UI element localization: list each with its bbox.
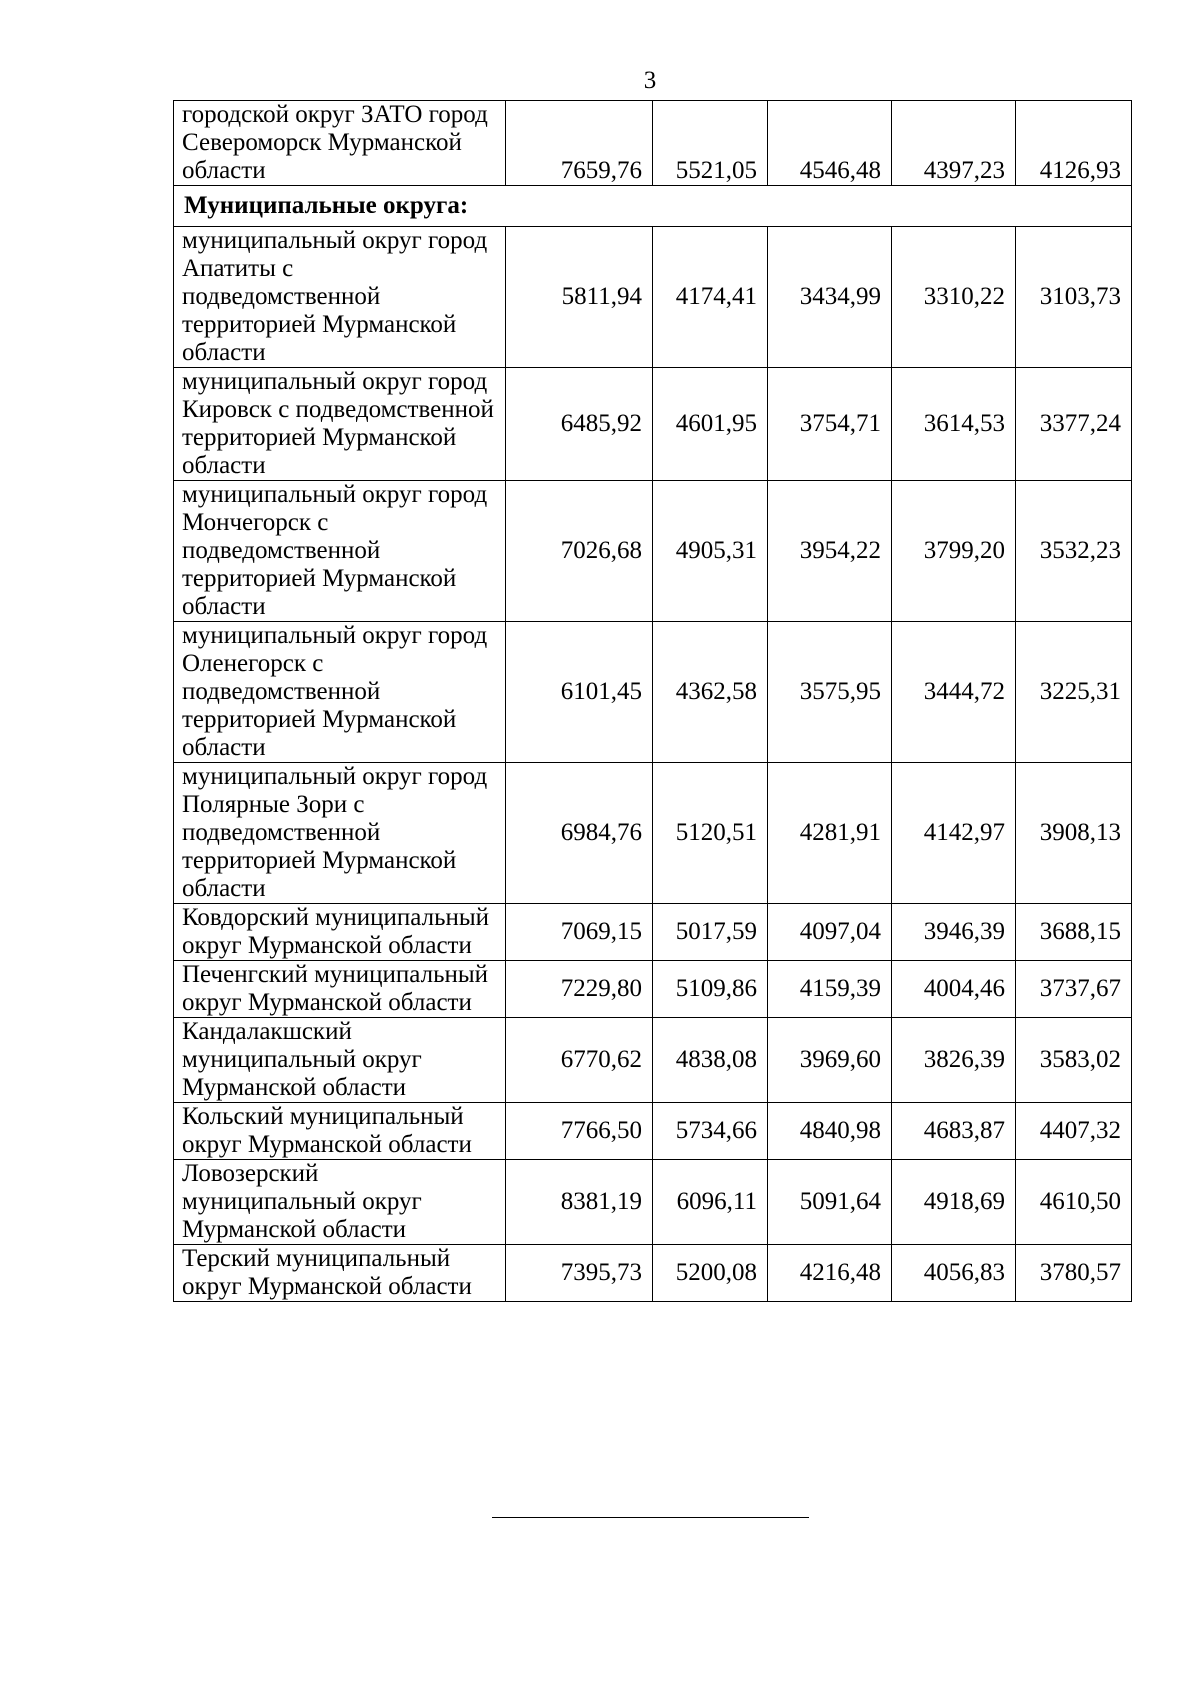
value-cell: 5109,86 [653,961,768,1018]
value-cell: 3575,95 [768,622,892,763]
value-cell: 3954,22 [768,481,892,622]
table-row [174,1160,1132,1245]
value-cell: 3688,15 [1016,904,1132,961]
value-cell: 4838,08 [653,1018,768,1103]
municipality-name: муниципальный округ город Полярные Зори с подведомственной территорией Мурманской области [174,763,506,904]
value-cell: 4407,32 [1016,1103,1132,1160]
value-cell: 3780,57 [1016,1245,1132,1302]
table-row [174,622,1132,763]
table-row [174,368,1132,481]
value-cell: 4362,58 [653,622,768,763]
value-cell: 3310,22 [892,227,1016,368]
table-row [174,763,1132,904]
table-row [174,227,1132,368]
value-cell: 4004,46 [892,961,1016,1018]
value-cell: 4216,48 [768,1245,892,1302]
value-cell: 6770,62 [506,1018,653,1103]
municipality-name: Кандалакшский муниципальный округ Мурманской области [174,1018,506,1103]
value-cell: 3826,39 [892,1018,1016,1103]
section-title: Муниципальные округа: [174,186,1132,227]
value-cell: 5091,64 [768,1160,892,1245]
table-row [174,101,1132,186]
value-cell: 4056,83 [892,1245,1016,1302]
value-cell: 4905,31 [653,481,768,622]
value-cell: 3434,99 [768,227,892,368]
value-cell: 5017,59 [653,904,768,961]
page-number: 3 [643,67,657,94]
value-cell: 7766,50 [506,1103,653,1160]
municipality-name: муниципальный округ город Кировск с подведомственной территорией Мурманской области [174,368,506,481]
table-row [174,1103,1132,1160]
value-cell: 3908,13 [1016,763,1132,904]
value-cell: 6984,76 [506,763,653,904]
table-row [174,961,1132,1018]
value-cell: 3799,20 [892,481,1016,622]
municipality-name: Кольский муниципальный округ Мурманской области [174,1103,506,1160]
value-cell: 6096,11 [653,1160,768,1245]
closing-rule [492,1517,809,1518]
value-cell: 4546,48 [768,101,892,186]
value-cell: 3946,39 [892,904,1016,961]
value-cell: 7229,80 [506,961,653,1018]
value-cell: 7026,68 [506,481,653,622]
value-cell: 5200,08 [653,1245,768,1302]
table-body [174,101,1132,1302]
value-cell: 3754,71 [768,368,892,481]
value-cell: 3969,60 [768,1018,892,1103]
value-cell: 4397,23 [892,101,1016,186]
value-cell: 3444,72 [892,622,1016,763]
section-header-row [174,186,1132,227]
value-cell: 4159,39 [768,961,892,1018]
table-row [174,1018,1132,1103]
value-cell: 4126,93 [1016,101,1132,186]
value-cell: 3225,31 [1016,622,1132,763]
value-cell: 7069,15 [506,904,653,961]
value-cell: 8381,19 [506,1160,653,1245]
table-row [174,481,1132,622]
value-cell: 3737,67 [1016,961,1132,1018]
municipality-name: муниципальный округ город Оленегорск с подведомственной территорией Мурманской области [174,622,506,763]
value-cell: 4840,98 [768,1103,892,1160]
municipality-name: Терский муниципальный округ Мурманской области [174,1245,506,1302]
municipality-name: муниципальный округ город Апатиты с подведомственной территорией Мурманской области [174,227,506,368]
value-cell: 6485,92 [506,368,653,481]
value-cell: 5734,66 [653,1103,768,1160]
value-cell: 3614,53 [892,368,1016,481]
value-cell: 4281,91 [768,763,892,904]
table-row [174,1245,1132,1302]
value-cell: 4097,04 [768,904,892,961]
value-cell: 4683,87 [892,1103,1016,1160]
value-cell: 7395,73 [506,1245,653,1302]
municipality-name: муниципальный округ город Мончегорск с подведомственной территорией Мурманской области [174,481,506,622]
table-row [174,904,1132,961]
value-cell: 3377,24 [1016,368,1132,481]
value-cell: 5120,51 [653,763,768,904]
municipality-name: Печенгский муниципальный округ Мурманской области [174,961,506,1018]
value-cell: 3532,23 [1016,481,1132,622]
tariff-table [173,100,1132,1302]
value-cell: 5521,05 [653,101,768,186]
municipality-name: городской округ ЗАТО город Североморск Мурманской области [174,101,506,186]
value-cell: 6101,45 [506,622,653,763]
value-cell: 3103,73 [1016,227,1132,368]
value-cell: 3583,02 [1016,1018,1132,1103]
municipality-name: Ловозерский муниципальный округ Мурманской области [174,1160,506,1245]
value-cell: 4174,41 [653,227,768,368]
value-cell: 4142,97 [892,763,1016,904]
municipality-name: Ковдорский муниципальный округ Мурманской области [174,904,506,961]
value-cell: 5811,94 [506,227,653,368]
value-cell: 4918,69 [892,1160,1016,1245]
value-cell: 4610,50 [1016,1160,1132,1245]
value-cell: 7659,76 [506,101,653,186]
value-cell: 4601,95 [653,368,768,481]
